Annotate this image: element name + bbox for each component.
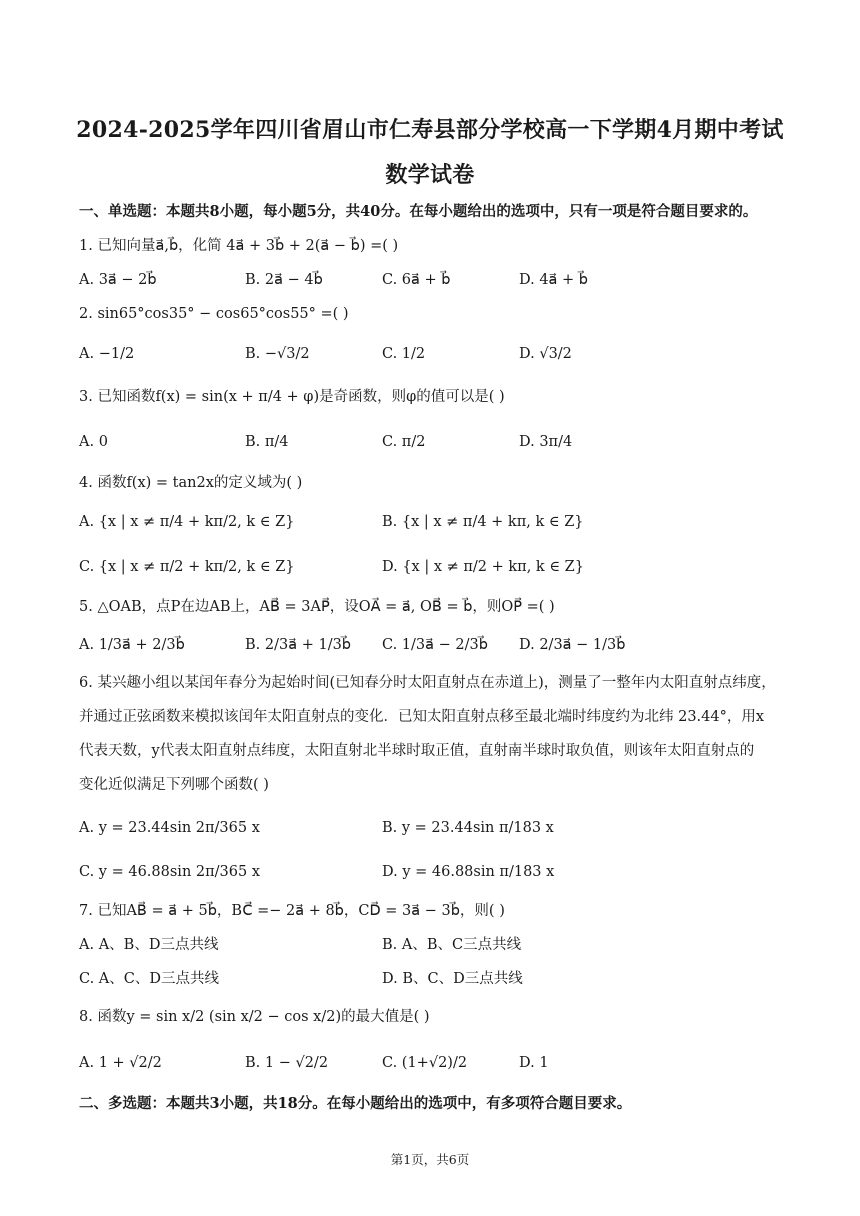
question-6-option-c: C. y = 46.88sin 2π/365 x: [79, 864, 260, 880]
page-footer: 第1页，共6页: [390, 1152, 470, 1167]
question-3-option-b: B. π/4: [245, 434, 289, 450]
question-8-stem: 8. 函数y = sin x/2 (sin x/2 − cos x/2)的最大值是( ): [79, 1009, 430, 1025]
question-6-option-b: B. y = 23.44sin π/183 x: [382, 820, 554, 836]
question-6-stem-line4: 变化近似满足下列哪个函数( ): [79, 777, 269, 793]
question-1-option-a: A. 3a⃗ − 2b⃗: [79, 272, 157, 288]
question-5-stem: 5. △OAB，点P在边AB上，AB⃗ = 3AP⃗，设OA⃗ = a⃗, OB⃗ = b⃗，则OP⃗ =( ): [79, 599, 555, 615]
question-7-option-b: B. A、B、C三点共线: [382, 937, 522, 953]
question-1-option-d: D. 4a⃗ + b⃗: [519, 272, 589, 288]
question-5-option-c: C. 1/3a⃗ − 2/3b⃗: [382, 637, 488, 653]
exam-title-line1: 2024-2025学年四川省眉山市仁寿县部分学校高一下学期4月期中考试: [76, 117, 784, 143]
question-5-option-d: D. 2/3a⃗ − 1/3b⃗: [519, 637, 626, 653]
question-4-stem: 4. 函数f(x) = tan2x的定义域为( ): [79, 475, 303, 491]
question-1-option-b: B. 2a⃗ − 4b⃗: [245, 272, 323, 288]
question-7-option-a: A. A、B、D三点共线: [79, 937, 219, 953]
question-6-stem-line1: 6. 某兴趣小组以某闰年春分为起始时间(已知春分时太阳直射点在赤道上)，测量了一整年内太阳直射点纬度，: [79, 675, 776, 691]
question-3-option-a: A. 0: [79, 434, 108, 450]
question-8-option-a: A. 1 + √2/2: [79, 1055, 162, 1071]
question-4-option-b: B. {x | x ≠ π/4 + kπ, k ∈ Z}: [382, 514, 584, 530]
question-2-option-b: B. −√3/2: [245, 346, 310, 362]
question-5-option-b: B. 2/3a⃗ + 1/3b⃗: [245, 637, 352, 653]
exam-title-line2: 数学试卷: [385, 162, 475, 188]
question-2-stem: 2. sin65°cos35° − cos65°cos55° =( ): [79, 306, 349, 322]
question-7-option-d: D. B、C、D三点共线: [382, 971, 523, 987]
question-3-option-d: D. 3π/4: [519, 434, 573, 450]
question-2-option-c: C. 1/2: [382, 346, 426, 362]
section-header-multiple-choice: 二、多选题：本题共3小题，共18分。在每小题给出的选项中，有多项符合题目要求。: [79, 1095, 632, 1112]
question-6-option-a: A. y = 23.44sin 2π/365 x: [79, 820, 260, 836]
question-7-option-c: C. A、C、D三点共线: [79, 971, 219, 987]
question-6-stem-line3: 代表天数，y代表太阳直射点纬度，太阳直射北半球时取正值，直射南半球时取负值，则该年太阳直射点的: [79, 743, 755, 759]
question-4-option-a: A. {x | x ≠ π/4 + kπ/2, k ∈ Z}: [79, 514, 295, 530]
question-3-stem: 3. 已知函数f(x) = sin(x + π/4 + φ)是奇函数，则φ的值可以是( ): [79, 389, 505, 405]
question-8-option-c: C. (1+√2)/2: [382, 1055, 468, 1071]
question-8-option-b: B. 1 − √2/2: [245, 1055, 329, 1071]
question-6-stem-line2: 并通过正弦函数来模拟该闰年太阳直射点的变化．已知太阳直射点移至最北端时纬度约为北纬 23.44°，用x: [79, 709, 765, 725]
question-2-option-d: D. √3/2: [519, 346, 572, 362]
question-6-option-d: D. y = 46.88sin π/183 x: [382, 864, 555, 880]
question-7-stem: 7. 已知AB⃗ = a⃗ + 5b⃗，BC⃗ =− 2a⃗ + 8b⃗，CD⃗ = 3a⃗ − 3b⃗，则( ): [79, 903, 505, 919]
question-1-stem: 1. 已知向量a⃗,b⃗，化简 4a⃗ + 3b⃗ + 2(a⃗ − b⃗) =( ): [79, 238, 399, 254]
question-5-option-a: A. 1/3a⃗ + 2/3b⃗: [79, 637, 185, 653]
question-8-option-d: D. 1: [519, 1055, 549, 1071]
question-2-option-a: A. −1/2: [79, 346, 135, 362]
question-4-option-c: C. {x | x ≠ π/2 + kπ/2, k ∈ Z}: [79, 559, 295, 575]
section-header-single-choice: 一、单选题：本题共8小题，每小题5分，共40分。在每小题给出的选项中，只有一项是符合题目要求的。: [79, 203, 758, 220]
question-3-option-c: C. π/2: [382, 434, 426, 450]
question-4-option-d: D. {x | x ≠ π/2 + kπ, k ∈ Z}: [382, 559, 584, 575]
question-1-option-c: C. 6a⃗ + b⃗: [382, 272, 451, 288]
